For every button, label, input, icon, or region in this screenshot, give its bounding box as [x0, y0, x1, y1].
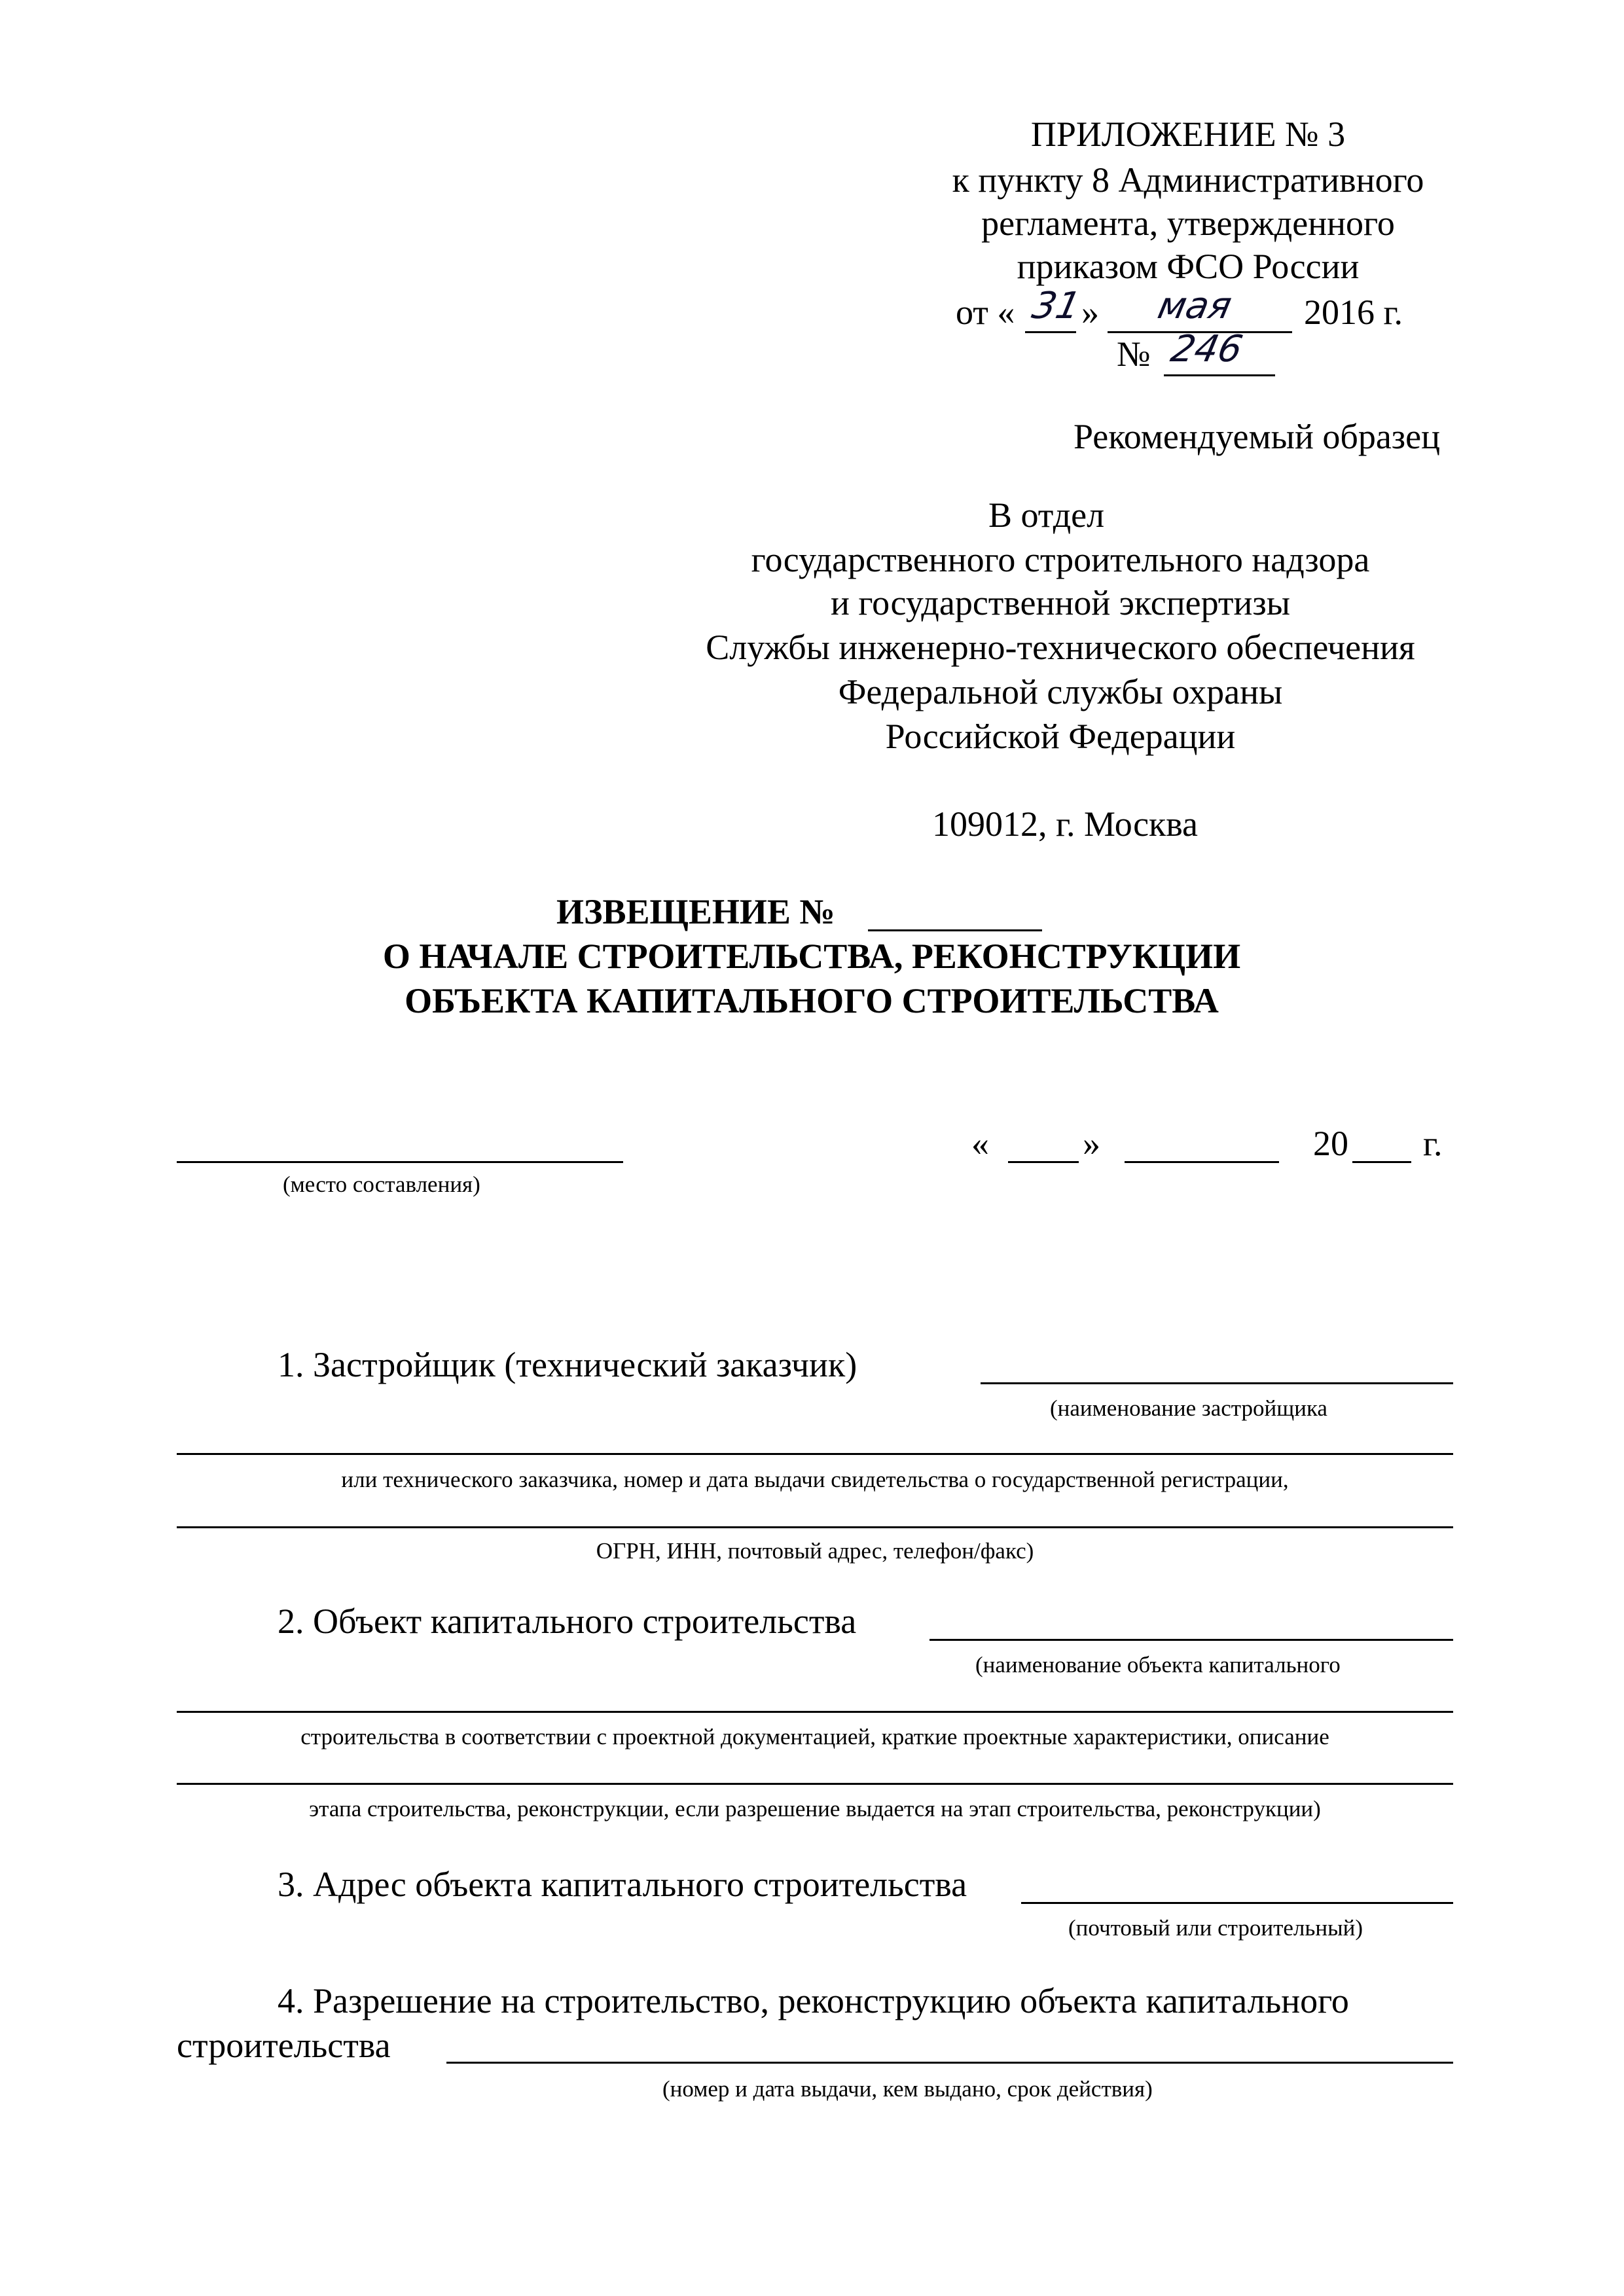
section-1-line-1 [981, 1382, 1453, 1384]
appendix-date-quote-close: » [1081, 293, 1099, 332]
section-3-label: 3. Адрес объекта капитального строительства [278, 1865, 967, 1904]
date-open-quote: « [971, 1124, 989, 1163]
appendix-title: ПРИЛОЖЕНИЕ № 3 [1030, 115, 1346, 154]
appendix-line-3: приказом ФСО России [1017, 247, 1360, 286]
recommended-sample-label: Рекомендуемый образец [1073, 417, 1440, 456]
heading-number-line [868, 929, 1042, 931]
section-2-caption-2: строительства в соответствии с проектной документацией, краткие проектные характеристики, описание [300, 1724, 1329, 1749]
section-4-line [446, 2062, 1453, 2064]
section-1-caption-1: (наименование застройщика [1050, 1395, 1327, 1421]
date-year-suffix: г. [1423, 1124, 1443, 1163]
appendix-line-1: к пункту 8 Административного [952, 160, 1424, 200]
addressee-line-1: В отдел [988, 495, 1105, 535]
date-year-prefix: 20 [1313, 1124, 1348, 1163]
section-3-line [1021, 1902, 1453, 1904]
section-4-label-line-2: строительства [177, 2026, 391, 2065]
section-2-line-3 [177, 1783, 1453, 1785]
date-day-line [1008, 1161, 1079, 1163]
addressee-line-3: и государственной экспертизы [830, 583, 1291, 622]
section-1-line-3 [177, 1526, 1453, 1528]
heading-notice-number: ИЗВЕЩЕНИЕ № [556, 892, 835, 931]
section-1-caption-3: ОГРН, ИНН, почтовый адрес, телефон/факс) [596, 1538, 1034, 1564]
place-line [177, 1161, 623, 1163]
appendix-date-day-line [1025, 331, 1076, 333]
addressee-line-2: государственного строительного надзора [751, 540, 1370, 579]
section-4-caption-1: (номер и дата выдачи, кем выдано, срок действия) [662, 2076, 1153, 2102]
addressee-city: 109012, г. Москва [932, 804, 1199, 844]
appendix-number-prefix: № [1117, 334, 1151, 374]
section-4-label-line-1: 4. Разрешение на строительство, реконструкцию объекта капитального [278, 1981, 1349, 2020]
section-2-caption-3: этапа строительства, реконструкции, если разрешение выдается на этап строительства, реконструкции) [309, 1796, 1321, 1821]
appendix-number-line [1164, 374, 1275, 376]
heading-line-3: ОБЪЕКТА КАПИТАЛЬНОГО СТРОИТЕЛЬСТВА [405, 981, 1219, 1020]
section-3-caption-1: (почтовый или строительный) [1068, 1915, 1363, 1941]
appendix-date-day: 31 [1028, 285, 1085, 327]
appendix-number-value: 246 [1167, 328, 1246, 370]
addressee-line-6: Российской Федерации [885, 717, 1236, 756]
appendix-date-month: мая [1154, 285, 1236, 327]
section-1-caption-2: или технического заказчика, номер и дата выдачи свидетельства о государственной регистрации, [341, 1467, 1289, 1492]
date-year-line [1352, 1161, 1411, 1163]
section-1-line-2 [177, 1453, 1453, 1455]
section-1-label: 1. Застройщик (технический заказчик) [278, 1345, 857, 1384]
appendix-date-prefix: от « [956, 293, 1015, 332]
addressee-line-5: Федеральной службы охраны [838, 672, 1283, 711]
section-2-line-1 [929, 1639, 1453, 1641]
section-2-caption-1: (наименование объекта капитального [975, 1652, 1341, 1677]
date-month-line [1125, 1161, 1279, 1163]
place-caption: (место составления) [283, 1172, 480, 1197]
addressee-line-4: Службы инженерно-технического обеспечения [706, 628, 1415, 667]
appendix-date-year: 2016 г. [1304, 293, 1403, 332]
section-2-label: 2. Объект капитального строительства [278, 1602, 857, 1641]
section-2-line-2 [177, 1711, 1453, 1713]
heading-line-2: О НАЧАЛЕ СТРОИТЕЛЬСТВА, РЕКОНСТРУКЦИИ [382, 937, 1241, 976]
appendix-line-2: регламента, утвержденного [981, 204, 1395, 243]
date-close-quote: » [1083, 1124, 1100, 1163]
